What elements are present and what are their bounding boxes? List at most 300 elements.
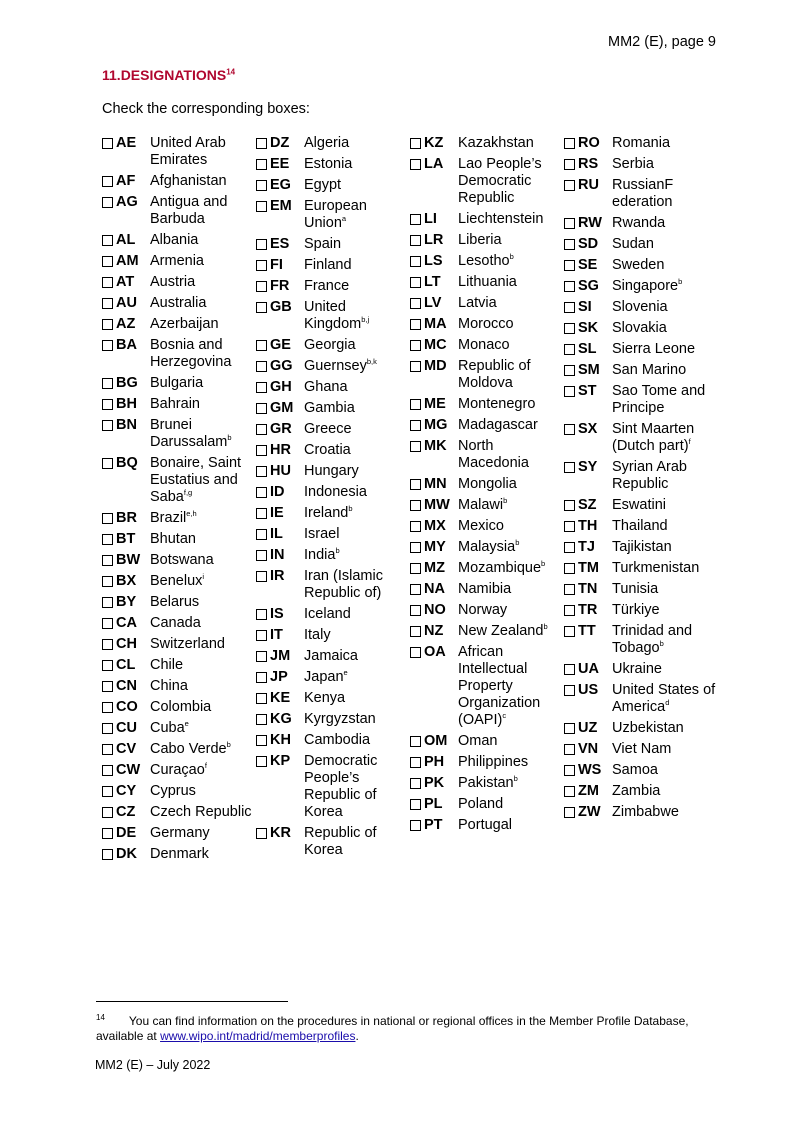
designation-checkbox[interactable] bbox=[410, 399, 421, 410]
country-code: PT bbox=[424, 817, 443, 833]
designation-checkbox[interactable] bbox=[410, 542, 421, 553]
country-code: HU bbox=[270, 463, 291, 479]
designation-checkbox[interactable] bbox=[102, 660, 113, 671]
country-note-marker: a bbox=[341, 214, 347, 224]
designation-item-id bbox=[256, 484, 408, 501]
country-code: BG bbox=[116, 375, 138, 391]
designation-item-rs bbox=[564, 156, 716, 173]
country-code: SG bbox=[578, 278, 599, 294]
designation-checkbox[interactable] bbox=[102, 138, 113, 149]
designation-checkbox[interactable] bbox=[564, 462, 575, 473]
designation-checkbox[interactable] bbox=[102, 744, 113, 755]
country-name bbox=[612, 362, 716, 379]
country-name bbox=[612, 560, 716, 577]
country-code: RW bbox=[578, 215, 602, 231]
country-name bbox=[612, 762, 716, 779]
designation-checkbox[interactable] bbox=[256, 508, 267, 519]
country-name-text: Sint Maarten (Dutch part) bbox=[612, 421, 695, 454]
country-name bbox=[150, 531, 254, 548]
country-name bbox=[458, 518, 562, 535]
designation-item-pl bbox=[410, 796, 562, 813]
designation-checkbox[interactable] bbox=[564, 281, 575, 292]
country-code: BR bbox=[116, 510, 137, 526]
designation-checkbox[interactable] bbox=[564, 424, 575, 435]
designation-checkbox[interactable] bbox=[410, 319, 421, 330]
country-name-text: Bhutan bbox=[150, 531, 196, 547]
designation-checkbox[interactable] bbox=[564, 302, 575, 313]
country-note-marker: b bbox=[348, 504, 353, 514]
designation-column-2 bbox=[256, 135, 408, 863]
designation-checkbox[interactable] bbox=[410, 736, 421, 747]
country-name bbox=[458, 796, 562, 813]
designation-checkbox[interactable] bbox=[256, 201, 267, 212]
designation-checkbox[interactable] bbox=[102, 576, 113, 587]
country-name bbox=[458, 644, 562, 729]
designation-checkbox[interactable] bbox=[102, 618, 113, 629]
designation-checkbox[interactable] bbox=[410, 757, 421, 768]
country-name bbox=[304, 198, 408, 232]
designation-checkbox[interactable] bbox=[256, 735, 267, 746]
country-code: PH bbox=[424, 754, 445, 770]
footnote-end: . bbox=[355, 1029, 359, 1043]
country-code: NO bbox=[424, 602, 446, 618]
country-name-text: Democratic People’s Republic of Korea bbox=[304, 753, 378, 820]
country-name bbox=[612, 257, 716, 274]
country-name-text: New Zealand bbox=[458, 623, 544, 639]
designation-item-sm bbox=[564, 362, 716, 379]
country-name-text: Brunei Darussalam bbox=[150, 417, 228, 450]
designation-checkbox[interactable] bbox=[564, 500, 575, 511]
designation-checkbox[interactable] bbox=[102, 420, 113, 431]
country-name bbox=[458, 316, 562, 333]
designation-checkbox[interactable] bbox=[564, 626, 575, 637]
country-name-text: Armenia bbox=[150, 253, 204, 269]
country-name bbox=[304, 135, 408, 152]
country-name bbox=[150, 825, 254, 842]
designation-checkbox[interactable] bbox=[256, 302, 267, 313]
designation-checkbox[interactable] bbox=[102, 513, 113, 524]
country-name-text: United Arab Emirates bbox=[150, 135, 226, 168]
designation-checkbox[interactable] bbox=[102, 298, 113, 309]
designation-checkbox[interactable] bbox=[564, 138, 575, 149]
designation-checkbox[interactable] bbox=[410, 563, 421, 574]
country-name bbox=[458, 560, 562, 577]
designation-item-bt bbox=[102, 531, 254, 548]
designation-checkbox[interactable] bbox=[102, 197, 113, 208]
country-name-text: Colombia bbox=[150, 699, 212, 715]
designation-checkbox[interactable] bbox=[256, 361, 267, 372]
designation-item-bg bbox=[102, 375, 254, 392]
country-name bbox=[612, 215, 716, 232]
designation-checkbox[interactable] bbox=[410, 605, 421, 616]
designation-checkbox[interactable] bbox=[410, 647, 421, 658]
designation-checkbox[interactable] bbox=[102, 458, 113, 469]
designation-item-oa bbox=[410, 644, 562, 729]
designation-item-vn bbox=[564, 741, 716, 758]
designation-checkbox[interactable] bbox=[102, 235, 113, 246]
country-name-text: Israel bbox=[304, 526, 340, 542]
country-code: CU bbox=[116, 720, 137, 736]
designation-item-na bbox=[410, 581, 562, 598]
designation-checkbox[interactable] bbox=[410, 479, 421, 490]
country-name-text: Pakistan bbox=[458, 775, 514, 791]
designation-item-ua bbox=[564, 661, 716, 678]
country-name bbox=[458, 581, 562, 598]
country-name-text: Cuba bbox=[150, 720, 185, 736]
country-name-text: Uzbekistan bbox=[612, 720, 684, 736]
country-code: CH bbox=[116, 636, 137, 652]
designation-checkbox[interactable] bbox=[564, 685, 575, 696]
country-name-text: Trinidad and Tobago bbox=[612, 623, 693, 656]
member-profiles-link[interactable]: www.wipo.int/madrid/memberprofiles bbox=[160, 1029, 356, 1043]
country-code: SZ bbox=[578, 497, 597, 513]
designation-item-sk bbox=[564, 320, 716, 337]
country-name-text: Montenegro bbox=[458, 396, 536, 412]
country-name bbox=[458, 337, 562, 354]
country-code: GE bbox=[270, 337, 291, 353]
designation-checkbox[interactable] bbox=[410, 235, 421, 246]
country-code: TN bbox=[578, 581, 598, 597]
designation-item-kg bbox=[256, 711, 408, 728]
country-code: MZ bbox=[424, 560, 445, 576]
country-name-text: Syrian Arab Republic bbox=[612, 459, 687, 492]
country-name bbox=[150, 573, 254, 590]
country-code: IR bbox=[270, 568, 285, 584]
designation-checkbox[interactable] bbox=[256, 550, 267, 561]
designation-checkbox[interactable] bbox=[564, 563, 575, 574]
designation-column-1 bbox=[102, 135, 254, 867]
designation-checkbox[interactable] bbox=[564, 807, 575, 818]
designation-checkbox[interactable] bbox=[256, 609, 267, 620]
country-code: IL bbox=[270, 526, 283, 542]
country-name-text: Lao People’s Democratic Republic bbox=[458, 156, 542, 206]
designation-checkbox[interactable] bbox=[102, 849, 113, 860]
designation-checkbox[interactable] bbox=[410, 521, 421, 532]
country-name bbox=[458, 438, 562, 472]
designation-checkbox[interactable] bbox=[564, 344, 575, 355]
country-code: UZ bbox=[578, 720, 598, 736]
country-code: FI bbox=[270, 257, 283, 273]
country-name-text: Turkmenistan bbox=[612, 560, 700, 576]
designation-item-rw bbox=[564, 215, 716, 232]
country-name bbox=[304, 690, 408, 707]
designation-checkbox[interactable] bbox=[564, 180, 575, 191]
country-code: CZ bbox=[116, 804, 136, 820]
country-name bbox=[612, 497, 716, 514]
country-name-text: Monaco bbox=[458, 337, 510, 353]
country-name-text: Chile bbox=[150, 657, 184, 673]
country-name-text: Kazakhstan bbox=[458, 135, 534, 151]
country-code: OA bbox=[424, 644, 446, 660]
country-name-text: Morocco bbox=[458, 316, 514, 332]
designation-checkbox[interactable] bbox=[410, 441, 421, 452]
country-code: TR bbox=[578, 602, 598, 618]
designation-checkbox[interactable] bbox=[102, 256, 113, 267]
country-name-text: Republic of Korea bbox=[304, 825, 377, 858]
designation-checkbox[interactable] bbox=[102, 319, 113, 330]
footnote bbox=[96, 1010, 706, 1044]
country-name-text: Hungary bbox=[304, 463, 359, 479]
country-name-text: Zimbabwe bbox=[612, 804, 679, 820]
country-name-text: United States of America bbox=[612, 682, 716, 715]
country-name-text: Guernsey bbox=[304, 358, 367, 374]
designation-checkbox[interactable] bbox=[256, 571, 267, 582]
country-code: KG bbox=[270, 711, 292, 727]
designation-checkbox[interactable] bbox=[102, 555, 113, 566]
designation-checkbox[interactable] bbox=[564, 584, 575, 595]
country-name bbox=[304, 421, 408, 438]
designation-item-gg bbox=[256, 358, 408, 375]
designation-checkbox[interactable] bbox=[256, 466, 267, 477]
country-code: GR bbox=[270, 421, 292, 437]
country-name bbox=[458, 253, 562, 270]
country-name bbox=[150, 720, 254, 737]
country-name bbox=[150, 396, 254, 413]
designation-item-li bbox=[410, 211, 562, 228]
designation-item-eg bbox=[256, 177, 408, 194]
designation-checkbox[interactable] bbox=[410, 361, 421, 372]
designation-checkbox[interactable] bbox=[102, 765, 113, 776]
designation-checkbox[interactable] bbox=[256, 382, 267, 393]
country-name-text: Switzerland bbox=[150, 636, 225, 652]
country-note-marker: i bbox=[202, 572, 205, 582]
designation-checkbox[interactable] bbox=[256, 260, 267, 271]
country-name-text: RussianF ederation bbox=[612, 177, 674, 210]
country-name bbox=[150, 510, 254, 527]
designation-checkbox[interactable] bbox=[564, 664, 575, 675]
country-name-text: Liberia bbox=[458, 232, 502, 248]
country-code: LV bbox=[424, 295, 442, 311]
country-note-marker: e bbox=[184, 719, 189, 729]
designation-item-il bbox=[256, 526, 408, 543]
country-code: LS bbox=[424, 253, 443, 269]
country-code: HR bbox=[270, 442, 291, 458]
designation-checkbox[interactable] bbox=[564, 323, 575, 334]
country-code: TH bbox=[578, 518, 598, 534]
country-name-text: China bbox=[150, 678, 188, 694]
country-note-marker: b bbox=[509, 252, 514, 262]
country-name bbox=[612, 518, 716, 535]
country-code: AU bbox=[116, 295, 137, 311]
country-name bbox=[612, 459, 716, 493]
country-name-text: Ukraine bbox=[612, 661, 662, 677]
designation-item-dz bbox=[256, 135, 408, 152]
country-code: JP bbox=[270, 669, 288, 685]
designation-checkbox[interactable] bbox=[102, 534, 113, 545]
designation-checkbox[interactable] bbox=[564, 365, 575, 376]
designation-checkbox[interactable] bbox=[564, 765, 575, 776]
designation-checkbox[interactable] bbox=[256, 487, 267, 498]
country-name-text: Malaysia bbox=[458, 539, 516, 555]
country-code: SY bbox=[578, 459, 598, 475]
designation-checkbox[interactable] bbox=[102, 681, 113, 692]
country-name bbox=[304, 648, 408, 665]
designation-checkbox[interactable] bbox=[410, 256, 421, 267]
designation-checkbox[interactable] bbox=[564, 786, 575, 797]
country-code: CN bbox=[116, 678, 137, 694]
designation-item-sl bbox=[564, 341, 716, 358]
designation-checkbox[interactable] bbox=[410, 799, 421, 810]
designation-item-ae bbox=[102, 135, 254, 169]
designation-checkbox[interactable] bbox=[102, 639, 113, 650]
country-code: KH bbox=[270, 732, 291, 748]
country-code: AE bbox=[116, 135, 137, 151]
designation-checkbox[interactable] bbox=[256, 403, 267, 414]
country-note-marker: b bbox=[541, 559, 546, 569]
designation-item-kp bbox=[256, 753, 408, 821]
country-note-marker: b bbox=[543, 622, 548, 632]
country-code: RO bbox=[578, 135, 600, 151]
designation-checkbox[interactable] bbox=[102, 786, 113, 797]
designation-checkbox[interactable] bbox=[410, 626, 421, 637]
country-name bbox=[150, 636, 254, 653]
designation-checkbox[interactable] bbox=[410, 277, 421, 288]
designation-checkbox[interactable] bbox=[102, 828, 113, 839]
country-name-text: Slovenia bbox=[612, 299, 668, 315]
designation-checkbox[interactable] bbox=[256, 630, 267, 641]
designation-checkbox[interactable] bbox=[564, 218, 575, 229]
country-code: AM bbox=[116, 253, 139, 269]
designation-checkbox[interactable] bbox=[256, 651, 267, 662]
designation-item-my bbox=[410, 539, 562, 556]
designation-checkbox[interactable] bbox=[256, 340, 267, 351]
designation-checkbox[interactable] bbox=[564, 542, 575, 553]
designation-checkbox[interactable] bbox=[410, 420, 421, 431]
designation-checkbox[interactable] bbox=[256, 756, 267, 767]
country-name bbox=[150, 455, 254, 506]
designation-checkbox[interactable] bbox=[256, 424, 267, 435]
country-name-text: Kenya bbox=[304, 690, 346, 706]
country-name bbox=[612, 341, 716, 358]
country-code: CW bbox=[116, 762, 141, 778]
designation-checkbox[interactable] bbox=[256, 180, 267, 191]
designation-checkbox[interactable] bbox=[564, 744, 575, 755]
designation-checkbox[interactable] bbox=[410, 138, 421, 149]
designation-checkbox[interactable] bbox=[256, 714, 267, 725]
designation-item-es bbox=[256, 236, 408, 253]
designation-checkbox[interactable] bbox=[256, 239, 267, 250]
country-name bbox=[304, 484, 408, 501]
designation-checkbox[interactable] bbox=[256, 529, 267, 540]
country-code: PL bbox=[424, 796, 443, 812]
designation-checkbox[interactable] bbox=[410, 340, 421, 351]
country-name bbox=[304, 669, 408, 686]
designation-checkbox[interactable] bbox=[410, 159, 421, 170]
designation-item-am bbox=[102, 253, 254, 270]
country-code: LR bbox=[424, 232, 444, 248]
designation-checkbox[interactable] bbox=[102, 277, 113, 288]
designation-checkbox[interactable] bbox=[102, 807, 113, 818]
designation-checkbox[interactable] bbox=[564, 159, 575, 170]
country-name-text: Austria bbox=[150, 274, 196, 290]
designation-item-pk bbox=[410, 775, 562, 792]
designation-checkbox[interactable] bbox=[410, 820, 421, 831]
country-name-text: Azerbaijan bbox=[150, 316, 219, 332]
designation-checkbox[interactable] bbox=[256, 445, 267, 456]
designation-item-mn bbox=[410, 476, 562, 493]
country-name-text: African Intellectual Property Organization (OAPI) bbox=[458, 644, 541, 728]
country-name-text: Serbia bbox=[612, 156, 654, 172]
designation-item-sx bbox=[564, 421, 716, 455]
designation-item-ch bbox=[102, 636, 254, 653]
designation-checkbox[interactable] bbox=[102, 176, 113, 187]
country-name bbox=[150, 135, 254, 169]
designation-item-mw bbox=[410, 497, 562, 514]
designation-checkbox[interactable] bbox=[256, 828, 267, 839]
country-name-text: Indonesia bbox=[304, 484, 367, 500]
country-name bbox=[458, 156, 562, 207]
country-name-text: Viet Nam bbox=[612, 741, 672, 757]
designation-checkbox[interactable] bbox=[256, 159, 267, 170]
designation-checkbox[interactable] bbox=[256, 672, 267, 683]
designation-checkbox[interactable] bbox=[564, 386, 575, 397]
country-code: KP bbox=[270, 753, 291, 769]
country-name-text: Lithuania bbox=[458, 274, 517, 290]
designation-item-tr bbox=[564, 602, 716, 619]
country-name-text: Italy bbox=[304, 627, 331, 643]
country-name-text: Portugal bbox=[458, 817, 513, 833]
country-code: MK bbox=[424, 438, 447, 454]
country-code: BQ bbox=[116, 455, 138, 471]
country-code: MY bbox=[424, 539, 446, 555]
country-name-text: Madagascar bbox=[458, 417, 538, 433]
country-code: DZ bbox=[270, 135, 290, 151]
designation-checkbox[interactable] bbox=[102, 399, 113, 410]
designation-item-dk bbox=[102, 846, 254, 863]
country-code: MC bbox=[424, 337, 447, 353]
designation-checkbox[interactable] bbox=[102, 702, 113, 713]
country-code: ID bbox=[270, 484, 285, 500]
designation-checkbox[interactable] bbox=[102, 340, 113, 351]
country-name-text: Latvia bbox=[458, 295, 497, 311]
designation-checkbox[interactable] bbox=[410, 214, 421, 225]
designation-checkbox[interactable] bbox=[102, 378, 113, 389]
designation-checkbox[interactable] bbox=[256, 693, 267, 704]
designation-checkbox[interactable] bbox=[564, 239, 575, 250]
designation-checkbox[interactable] bbox=[256, 138, 267, 149]
designation-checkbox[interactable] bbox=[102, 597, 113, 608]
country-code: ES bbox=[270, 236, 290, 252]
designation-item-tm bbox=[564, 560, 716, 577]
designation-checkbox[interactable] bbox=[564, 521, 575, 532]
country-name-text: Albania bbox=[150, 232, 199, 248]
country-name-text: Rwanda bbox=[612, 215, 666, 231]
designation-checkbox[interactable] bbox=[410, 584, 421, 595]
designation-column-4 bbox=[564, 135, 716, 825]
designation-checkbox[interactable] bbox=[410, 778, 421, 789]
country-code: VN bbox=[578, 741, 599, 757]
country-code: ZW bbox=[578, 804, 601, 820]
designation-item-gr bbox=[256, 421, 408, 438]
designation-checkbox[interactable] bbox=[410, 298, 421, 309]
designation-item-ba bbox=[102, 337, 254, 371]
country-code: AF bbox=[116, 173, 136, 189]
country-name-text: Bonaire, Saint Eustatius and Saba bbox=[150, 455, 242, 505]
designation-checkbox[interactable] bbox=[564, 605, 575, 616]
designation-item-em bbox=[256, 198, 408, 232]
designation-checkbox[interactable] bbox=[564, 723, 575, 734]
designation-item-cv bbox=[102, 741, 254, 758]
designation-item-tn bbox=[564, 581, 716, 598]
country-note-marker: b,k bbox=[366, 357, 377, 367]
designation-checkbox[interactable] bbox=[564, 260, 575, 271]
designation-checkbox[interactable] bbox=[102, 723, 113, 734]
country-name-text: Mexico bbox=[458, 518, 504, 534]
designation-checkbox[interactable] bbox=[410, 500, 421, 511]
country-name bbox=[304, 606, 408, 623]
designation-checkbox[interactable] bbox=[256, 281, 267, 292]
country-name-text: Mongolia bbox=[458, 476, 517, 492]
